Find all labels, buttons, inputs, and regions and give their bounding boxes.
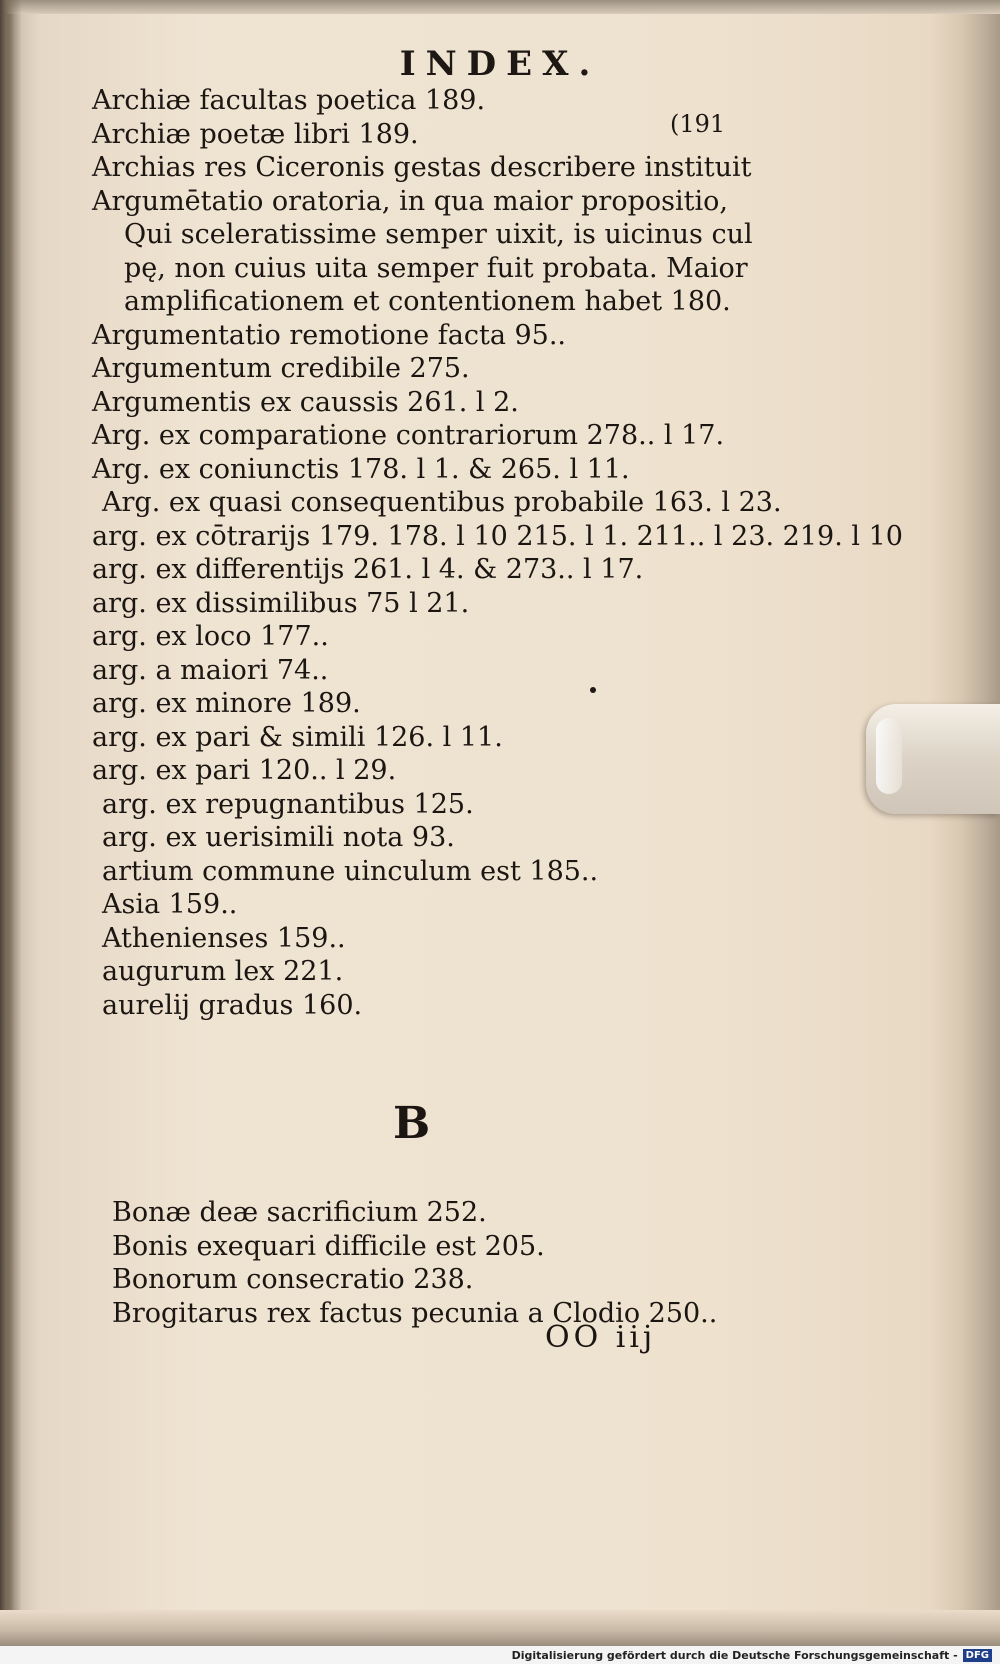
index-entry: Argumentum credibile 275. (92, 353, 470, 384)
page-bottom-edge (0, 1610, 1000, 1646)
index-entry: Argumentis ex caussis 261. l 2. (92, 386, 519, 418)
index-entry: arg. ex differentijs 261. l 4. & 273.. l 17. (92, 554, 644, 585)
index-entry: Argumentatio remotione facta 95.. (92, 319, 567, 351)
section-letter: B (393, 1098, 431, 1149)
index-entry: Argumētatio oratoria, in qua maior propositio, (92, 185, 728, 217)
index-entry: arg. ex dissimilibus 75 l 21. (92, 587, 470, 619)
index-entry: Archiæ facultas poetica 189. (92, 85, 486, 116)
page-top-edge (0, 0, 1000, 14)
footer-bar (0, 1646, 1000, 1664)
footer-credit: Digitalisierung gefördert durch die Deutsche Forschungsgemeinschaft - (511, 1648, 958, 1662)
index-entry: arg. ex cōtrarijs 179. 178. l 10 215. l 1. 211.. l 23. 219. l 10 (92, 520, 903, 552)
index-entry-continuation: pę, non cuius uita semper fuit probata. Maior (124, 252, 748, 284)
index-entry: Bonæ deæ sacrificium 252. (112, 1197, 487, 1228)
index-entry: arg. ex minore 189. (92, 688, 361, 719)
index-entry: Brogitarus rex factus pecunia a Clodio 250.. (112, 1297, 718, 1329)
dfg-logo: DFG (963, 1649, 992, 1662)
index-entry: arg. ex pari & simili 126. l 11. (92, 721, 503, 753)
index-entry: artium commune uinculum est 185.. (102, 855, 599, 887)
index-entry: arg. ex loco 177.. (92, 621, 329, 652)
index-entry: arg. a maiori 74.. (92, 654, 329, 686)
index-entry: aurelij gradus 160. (102, 989, 363, 1021)
index-entry: arg. ex pari 120.. l 29. (92, 755, 397, 786)
index-entry: Archias res Ciceronis gestas describere instituit (92, 152, 752, 183)
index-entry: arg. ex repugnantibus 125. (102, 788, 474, 820)
index-entry: augurum lex 221. (102, 956, 344, 987)
index-entries-b (112, 1196, 732, 1330)
page-header: INDEX. (399, 44, 601, 84)
page-mark: (191 (670, 110, 726, 138)
signature-mark: OO iij (545, 1320, 657, 1355)
index-entry: Archiæ poetæ libri 189. (92, 118, 419, 150)
index-entry: Athenienses 159.. (102, 922, 346, 954)
index-entry: Arg. ex coniunctis 178. l 1. & 265. l 11. (92, 453, 630, 485)
index-entry: Arg. ex quasi consequentibus probabile 163. l 23. (102, 487, 782, 518)
bookmark-tab (866, 704, 1000, 814)
index-entry-continuation: Qui sceleratissime semper uixit, is uicinus cul (124, 219, 753, 250)
spine-shadow (0, 0, 22, 1664)
index-entry: Bonorum consecratio 238. (112, 1264, 474, 1295)
index-entry-continuation: amplificationem et contentionem habet 180. (124, 286, 731, 317)
index-entry: Bonis exequari difficile est 205. (112, 1230, 545, 1262)
ink-spot (590, 687, 596, 693)
index-entry: arg. ex uerisimili nota 93. (102, 822, 455, 853)
index-entry: Asia 159.. (102, 889, 238, 920)
index-entry: Arg. ex comparatione contrariorum 278.. l 17. (92, 420, 725, 451)
index-entries-a (92, 84, 903, 1022)
